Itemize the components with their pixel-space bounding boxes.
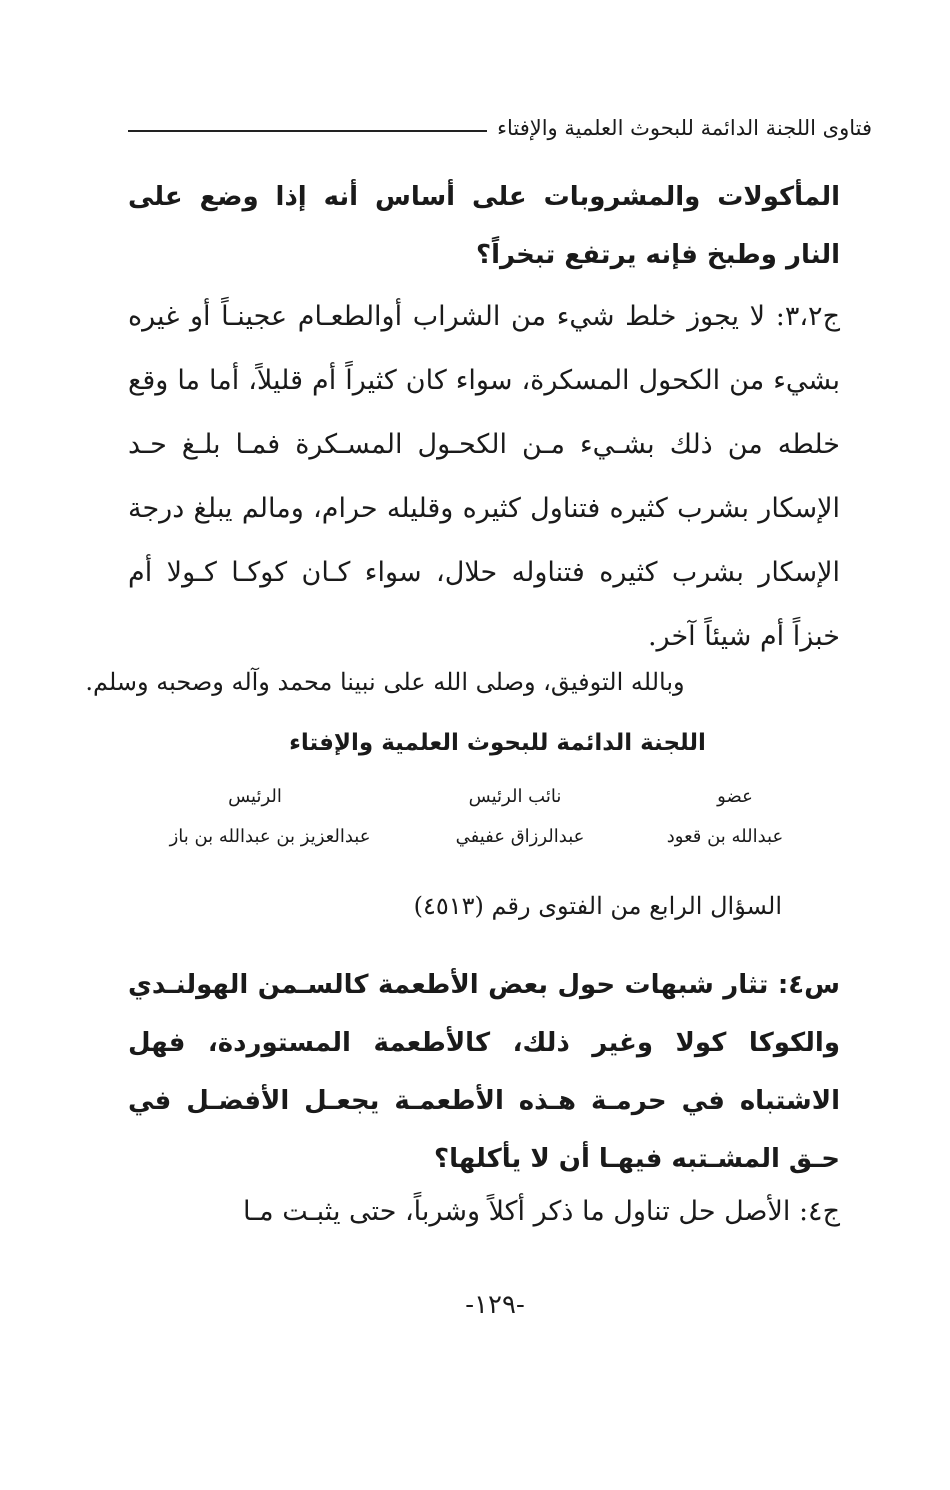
question-4: س٤: تثار شبهات حول بعض الأطعمة كالسـمن الهولنـدي والكوكا كولا وغير ذلك، كالأطعمة المستوردة، فهل الاشتباه في حرمـة هـذه الأطعمـة يجعـل الأفضـل في حـق المشـتبه فيهـا أن لا يأكلها؟ xyxy=(128,970,840,1174)
answer-4: ج٤: الأصل حل تناول ما ذكر أكلاً وشرباً، حتى يثبـت مـا xyxy=(243,1196,840,1227)
running-header xyxy=(128,108,872,148)
signatory-role-deputy: نائب الرئيس xyxy=(468,786,562,807)
signatory-names xyxy=(155,826,795,847)
signatory-name-deputy: عبدالرزاق عفيفي xyxy=(455,826,585,847)
page-number: -١٢٩- xyxy=(465,1290,525,1320)
signatory-name-chairman: عبدالعزيز بن عبدالله بن باز xyxy=(169,826,371,847)
signatory-role-member: عضو xyxy=(717,786,753,807)
question-3-continuation: المأكولات والمشروبات على أساس أنه إذا وضع على النار وطبخ فإنه يرتفع تبخراً؟ xyxy=(128,182,840,270)
signatory-roles xyxy=(155,786,795,807)
committee-name: اللجنة الدائمة للبحوث العلمية والإفتاء xyxy=(289,730,706,756)
section-heading: السؤال الرابع من الفتوى رقم (٤٥١٣) xyxy=(413,892,782,920)
header-rule xyxy=(128,130,487,132)
header-title: فتاوى اللجنة الدائمة للبحوث العلمية والإفتاء xyxy=(497,116,872,140)
closing-formula: وبالله التوفيق، وصلى الله على نبينا محمد وآله وصحبه وسلم. xyxy=(85,668,685,696)
answer-3: ج٣،٢: لا يجوز خلط شيء من الشراب أوالطعـام عجينـاً أو غيره بشيء من الكحول المسكرة، سواء كان كثيراً أم قليلاً، أما ما وقع خلطه من ذلك بشـيء مـن الكحـول المسـكرة فمـا بلـغ حـد الإسكار بشرب كثيره فتناول كثيره وقليله حرام، ومالم يبلغ درجة الإسكار بشرب كثيره فتناوله حلال، سواء كـان كوكـا كـولا أم خبزاً أم شيئاً آخر. xyxy=(128,301,840,652)
signatory-role-chairman: الرئيس xyxy=(228,786,282,807)
signatory-name-member: عبدالله بن قعود xyxy=(666,826,784,847)
